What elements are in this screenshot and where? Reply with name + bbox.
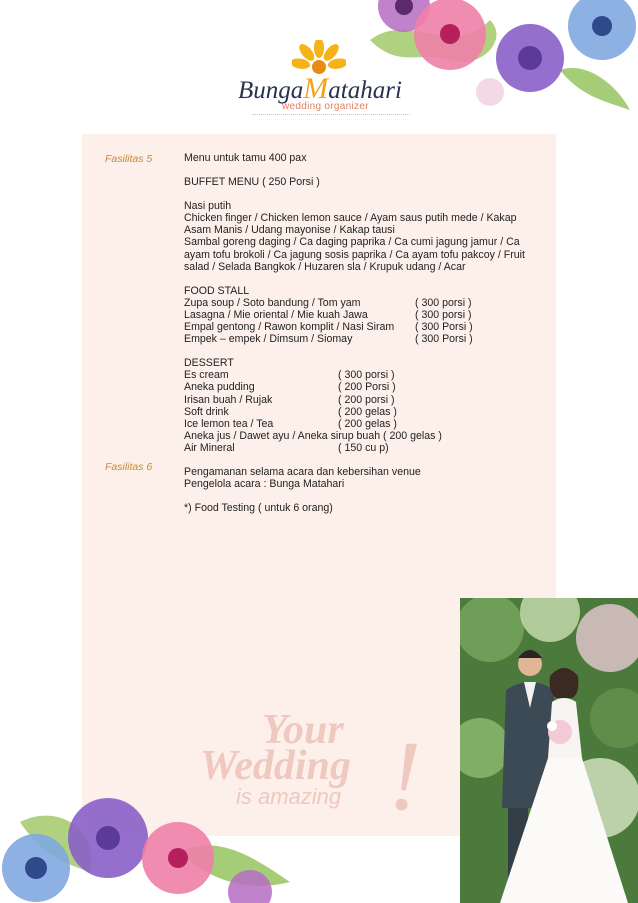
buffet-line: Sambal goreng daging / Ca daging paprika / Ca cumi jagung jamur / Ca (184, 236, 520, 249)
food-stall-row: Empek – empek / Dimsum / Siomay ( 300 Porsi ) (184, 333, 473, 346)
watermark-exclamation: ! (388, 720, 422, 831)
menu-intro: Menu untuk tamu 400 pax (184, 152, 307, 164)
fasilitas-6-line: Pengelola acara : Bunga Matahari (184, 478, 345, 491)
logo-divider (252, 114, 410, 115)
dessert-row: Ice lemon tea / Tea ( 200 gelas ) (184, 417, 397, 430)
dessert-row: Air Mineral ( 150 cu p) (184, 441, 389, 454)
buffet-line: ayam tofu brokoli / Ca jagung sosis paprika / Ca ayam tofu pakcoy / Fruit (184, 248, 525, 261)
dessert-row: Aneka pudding ( 200 Porsi ) (184, 381, 396, 394)
food-testing-note: *) Food Testing ( untuk 6 orang) (184, 502, 333, 515)
watermark-line-3: is amazing (236, 784, 342, 809)
wedding-couple-photo (460, 598, 638, 903)
fasilitas-5-label: Fasilitas 5 (105, 153, 153, 165)
brand-tagline: wedding organizer (282, 101, 369, 112)
food-stall-title: FOOD STALL (184, 284, 250, 297)
dessert-row: Soft drink ( 200 gelas ) (184, 405, 397, 418)
dessert-row: Irisan buah / Rujak ( 200 porsi ) (184, 393, 395, 406)
brand-logo (230, 40, 410, 116)
buffet-line: Chicken finger / Chicken lemon sauce / Ayam saus putih mede / Kakap (184, 212, 517, 225)
fasilitas-6-line: Pengamanan selama acara dan kebersihan venue (184, 465, 421, 478)
flowers-bottom-left-decoration (0, 782, 300, 903)
buffet-line: Asam Manis / Udang mayonise / Kakap tausi (184, 224, 395, 237)
dessert-title: DESSERT (184, 357, 234, 370)
food-stall-row: Zupa soup / Soto bandung / Tom yam ( 300 porsi ) (184, 296, 472, 309)
buffet-title: BUFFET MENU ( 250 Porsi ) (184, 176, 320, 189)
watermark-line-2: Wedding (200, 743, 351, 789)
food-stall-row: Lasagna / Mie oriental / Mie kuah Jawa ( 300 porsi ) (184, 308, 472, 321)
fasilitas-6-label: Fasilitas 6 (105, 461, 153, 473)
watermark-line-1: Your (262, 707, 344, 753)
buffet-line: Nasi putih (184, 200, 232, 213)
brand-name: BungaMatahari (238, 72, 402, 105)
food-stall-row: Empal gentong / Rawon komplit / Nasi Siram ( 300 Porsi ) (184, 321, 473, 334)
buffet-line: salad / Selada Bangkok / Huzaren sla / Krupuk udang / Acar (184, 260, 466, 273)
dessert-row: Aneka jus / Dawet ayu / Aneka sirup buah ( 200 gelas ) (184, 429, 442, 442)
dessert-row: Es cream ( 300 porsi ) (184, 369, 395, 382)
menu-content (184, 152, 544, 514)
